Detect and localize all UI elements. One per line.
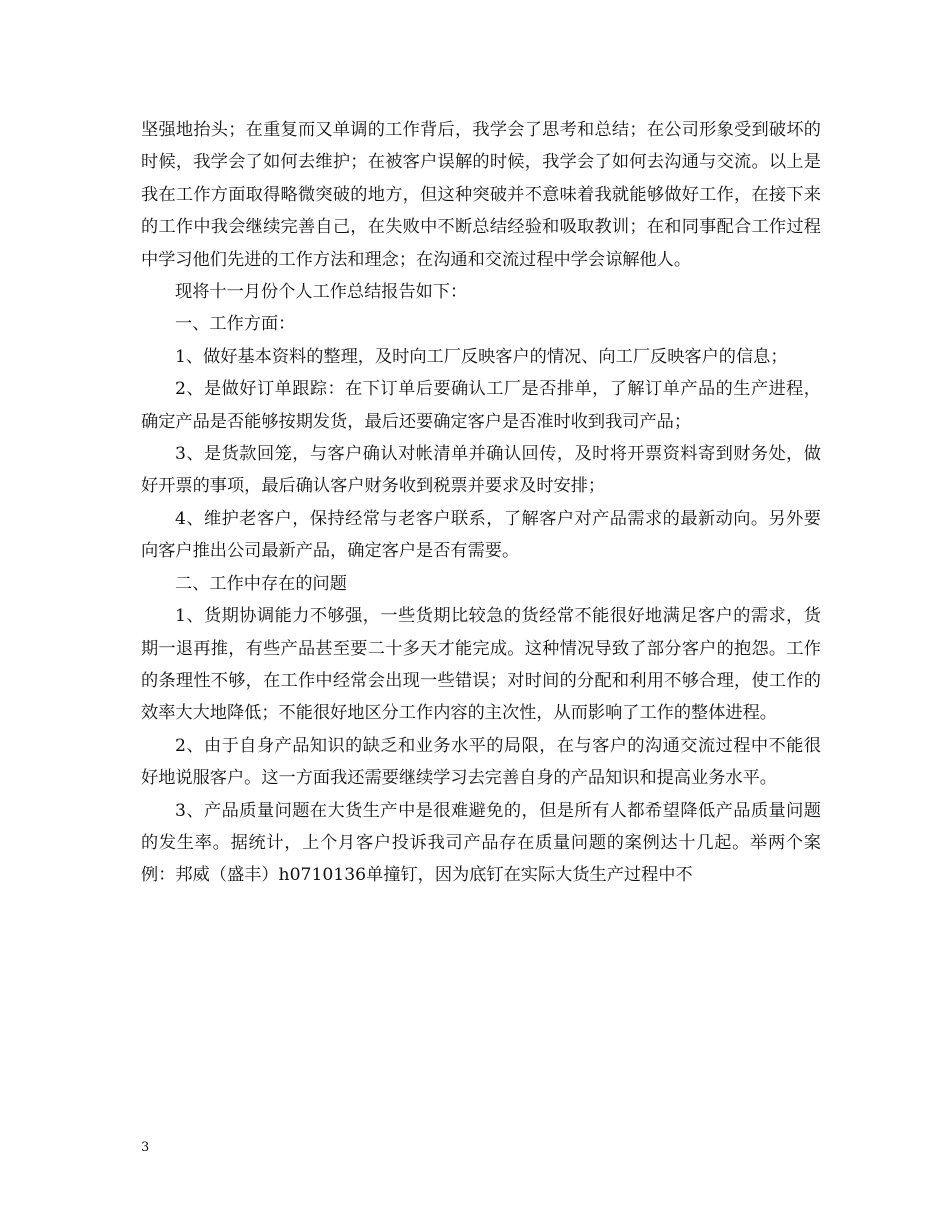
list-item: 1、货期协调能力不够强，一些货期比较急的货经常不能很好地满足客户的需求，货期一退再推，有些产品甚至要二十多天才能完成。这种情况导致了部分客户的抱怨。工作的条理性不够，在工作中经常会出现一些错误；对时间的分配和利用不够合理，使工作的效率大大地降低；不能很好地区分工作内容的主次性，从而影响了工作的整体进程。 [141,606,821,724]
page-number: 3 [141,1140,150,1155]
list-item: 3、产品质量问题在大货生产中是很难避免的，但是所有人都希望降低产品质量问题的发生率。据统计，上个月客户投诉我司产品存在质量问题的案例达十几起。举两个案例：邦威（盛丰）h0710136单撞钉，因为底钉在实际大货生产过程中不 [141,800,821,886]
section-heading: 一、工作方面： [175,314,296,335]
list-item: 2、是做好订单跟踪：在下订单后要确认工厂是否排单，了解订单产品的生产进程，确定产品是否能够按期发货，最后还要确定客户是否准时收到我司产品； [141,379,821,432]
list-item: 3、是货款回笼，与客户确认对帐清单并确认回传，及时将开票资料寄到财务处，做好开票的事项，最后确认客户财务收到税票并要求及时安排； [141,444,821,497]
section-heading: 二、工作中存在的问题 [175,573,347,594]
list-item: 2、由于自身产品知识的缺乏和业务水平的局限，在与客户的沟通交流过程中不能很好地说服客户。这一方面我还需要继续学习去完善自身的产品知识和提高业务水平。 [141,735,821,789]
paragraph: 坚强地抬头；在重复而又单调的工作背后，我学会了思考和总结；在公司形象受到破坏的时候，我学会了如何去维护；在被客户误解的时候，我学会了如何去沟通与交流。以上是我在工作方面取得略微突破的地方，但这种突破并不意味着我就能够做好工作，在接下来的工作中我会继续完善自己，在失败中不断总结经验和吸取教训；在和同事配合工作过程中学习他们先进的工作方法和理念；在沟通和交流过程中学会谅解他人。 [141,120,821,270]
paragraph: 现将十一月份个人工作总结报告如下： [175,282,468,303]
list-item: 1、做好基本资料的整理，及时向工厂反映客户的情况、向工厂反映客户的信息； [175,346,788,367]
document-body [141,114,821,892]
list-item: 4、维护老客户，保持经常与老客户联系，了解客户对产品需求的最新动向。另外要向客户推出公司最新产品，确定客户是否有需要。 [141,508,821,562]
